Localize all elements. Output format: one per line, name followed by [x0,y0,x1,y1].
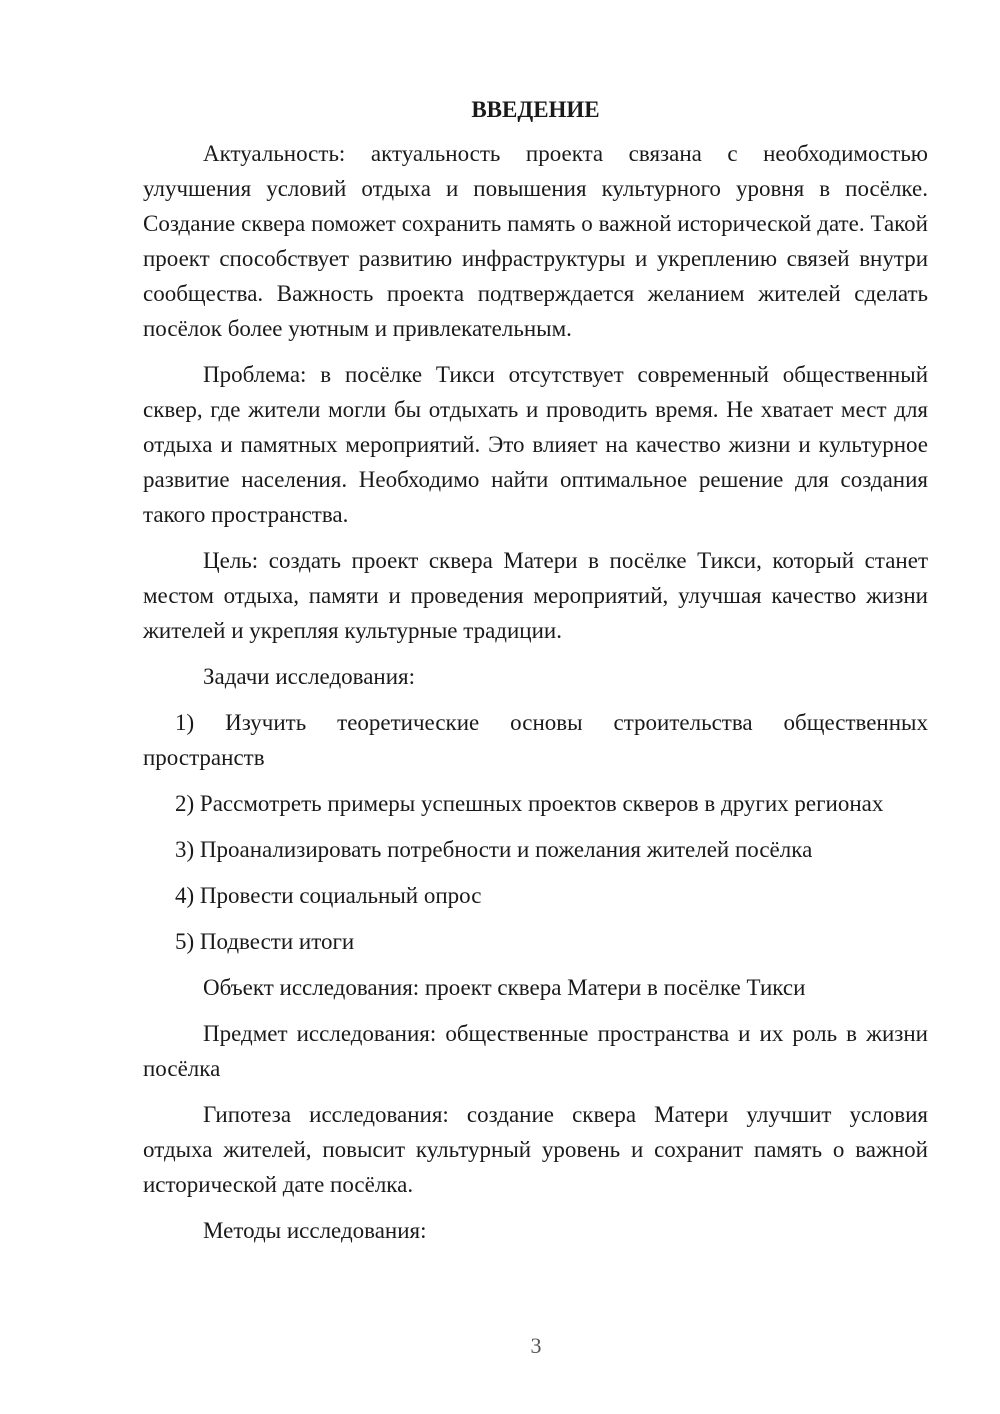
goal-paragraph: Цель: создать проект сквера Матери в посёлке Тикси, который станет местом отдыха, памяти и проведения мероприятий, улучшая качество жизни жителей и укрепляя культурные традиции. [143,548,928,643]
list-item: 2) Рассмотреть примеры успешных проектов скверов в других регионах [175,791,884,816]
page-title: ВВЕДЕНИЕ [471,97,600,122]
methods-heading: Методы исследования: [203,1218,427,1243]
list-item: 1) Изучить теоретические основы строительства общественных пространств [143,710,928,770]
page-number: 3 [530,1333,542,1358]
hypothesis-paragraph: Гипотеза исследования: создание сквера Матери улучшит условия отдыха жителей, повысит культурный уровень и сохранит память о важной исторической дате посёлка. [143,1102,928,1197]
document-page [143,92,928,1259]
tasks-heading: Задачи исследования: [203,664,416,689]
list-item: 5) Подвести итоги [175,929,355,954]
list-item: 3) Проанализировать потребности и пожелания жителей посёлка [175,837,813,862]
list-item: 4) Провести социальный опрос [175,883,482,908]
tasks-list [143,705,928,959]
relevance-paragraph: Актуальность: актуальность проекта связана с необходимостью улучшения условий отдыха и повышения культурного уровня в посёлке. Создание сквера поможет сохранить память о важной исторической дате. Такой проект способствует развитию инфраструктуры и укреплению связей внутри сообщества. Важность проекта подтверждается желанием жителей сделать посёлок более уютным и привлекательным. [143,141,928,341]
object-paragraph: Объект исследования: проект сквера Матери в посёлке Тикси [203,975,806,1000]
problem-paragraph: Проблема: в посёлке Тикси отсутствует современный общественный сквер, где жители могли бы отдыхать и проводить время. Не хватает мест для отдыха и памятных мероприятий. Это влияет на качество жизни и культурное развитие населения. Необходимо найти оптимальное решение для создания такого пространства. [143,362,928,527]
subject-paragraph: Предмет исследования: общественные пространства и их роль в жизни посёлка [143,1021,928,1081]
